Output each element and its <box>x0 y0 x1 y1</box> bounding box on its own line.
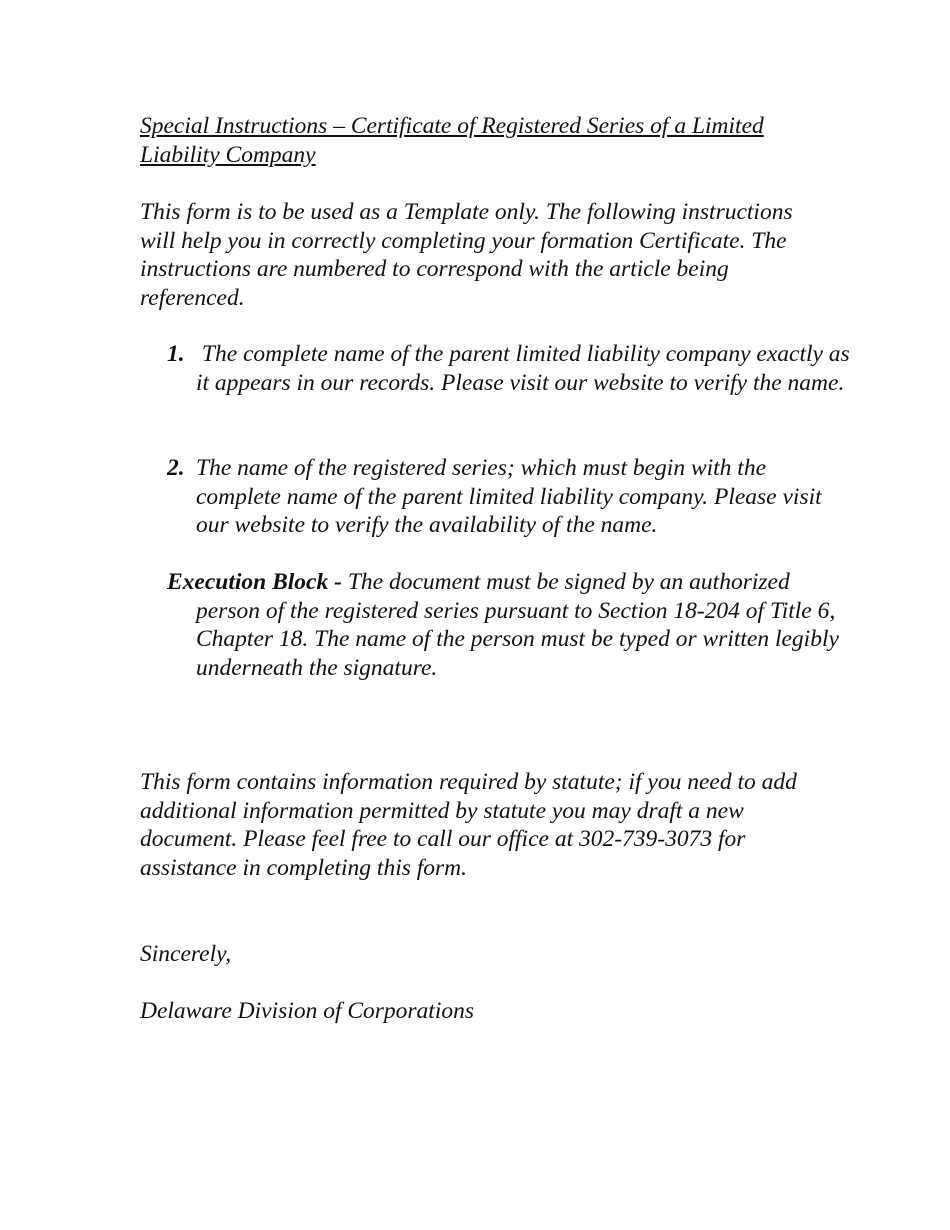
instruction-item-1 <box>167 340 856 397</box>
document-title: Special Instructions – Certificate of Registered Series of a Limited Liability Company <box>140 113 764 168</box>
instruction-number-2: 2. <box>167 455 185 481</box>
intro-paragraph: This form is to be used as a Template only. The following instructions will help you in correctly completing your formation Certificate. The instructions are numbered to correspond with the article being referenced. <box>140 199 793 311</box>
execution-block-item <box>167 568 856 682</box>
execution-block-label: Execution Block - <box>167 569 342 595</box>
statute-note-paragraph: This form contains information required by statute; if you need to add additional information permitted by statute you may draft a new document. Please feel free to call our office at 302-739-3073 for assistance in completing this form. <box>140 769 797 881</box>
instruction-text-2: The name of the registered series; which must begin with the complete name of the parent limited liability company. Please visit our website to verify the availability of the name. <box>196 455 822 538</box>
instruction-item-2 <box>167 454 856 540</box>
instruction-text-1: The complete name of the parent limited liability company exactly as it appears in our records. Please visit our website to verify the name. <box>196 341 850 396</box>
closing-salutation: Sincerely, <box>140 941 232 967</box>
signature-line: Delaware Division of Corporations <box>140 998 475 1024</box>
instruction-number-1: 1. <box>167 341 185 367</box>
execution-block-text: The document must be signed by an authorized person of the registered series pursuant to Section 18-204 of Title 6, Chapter 18. The name of the person must be typed or written legibly underneath the signature. <box>196 569 839 681</box>
